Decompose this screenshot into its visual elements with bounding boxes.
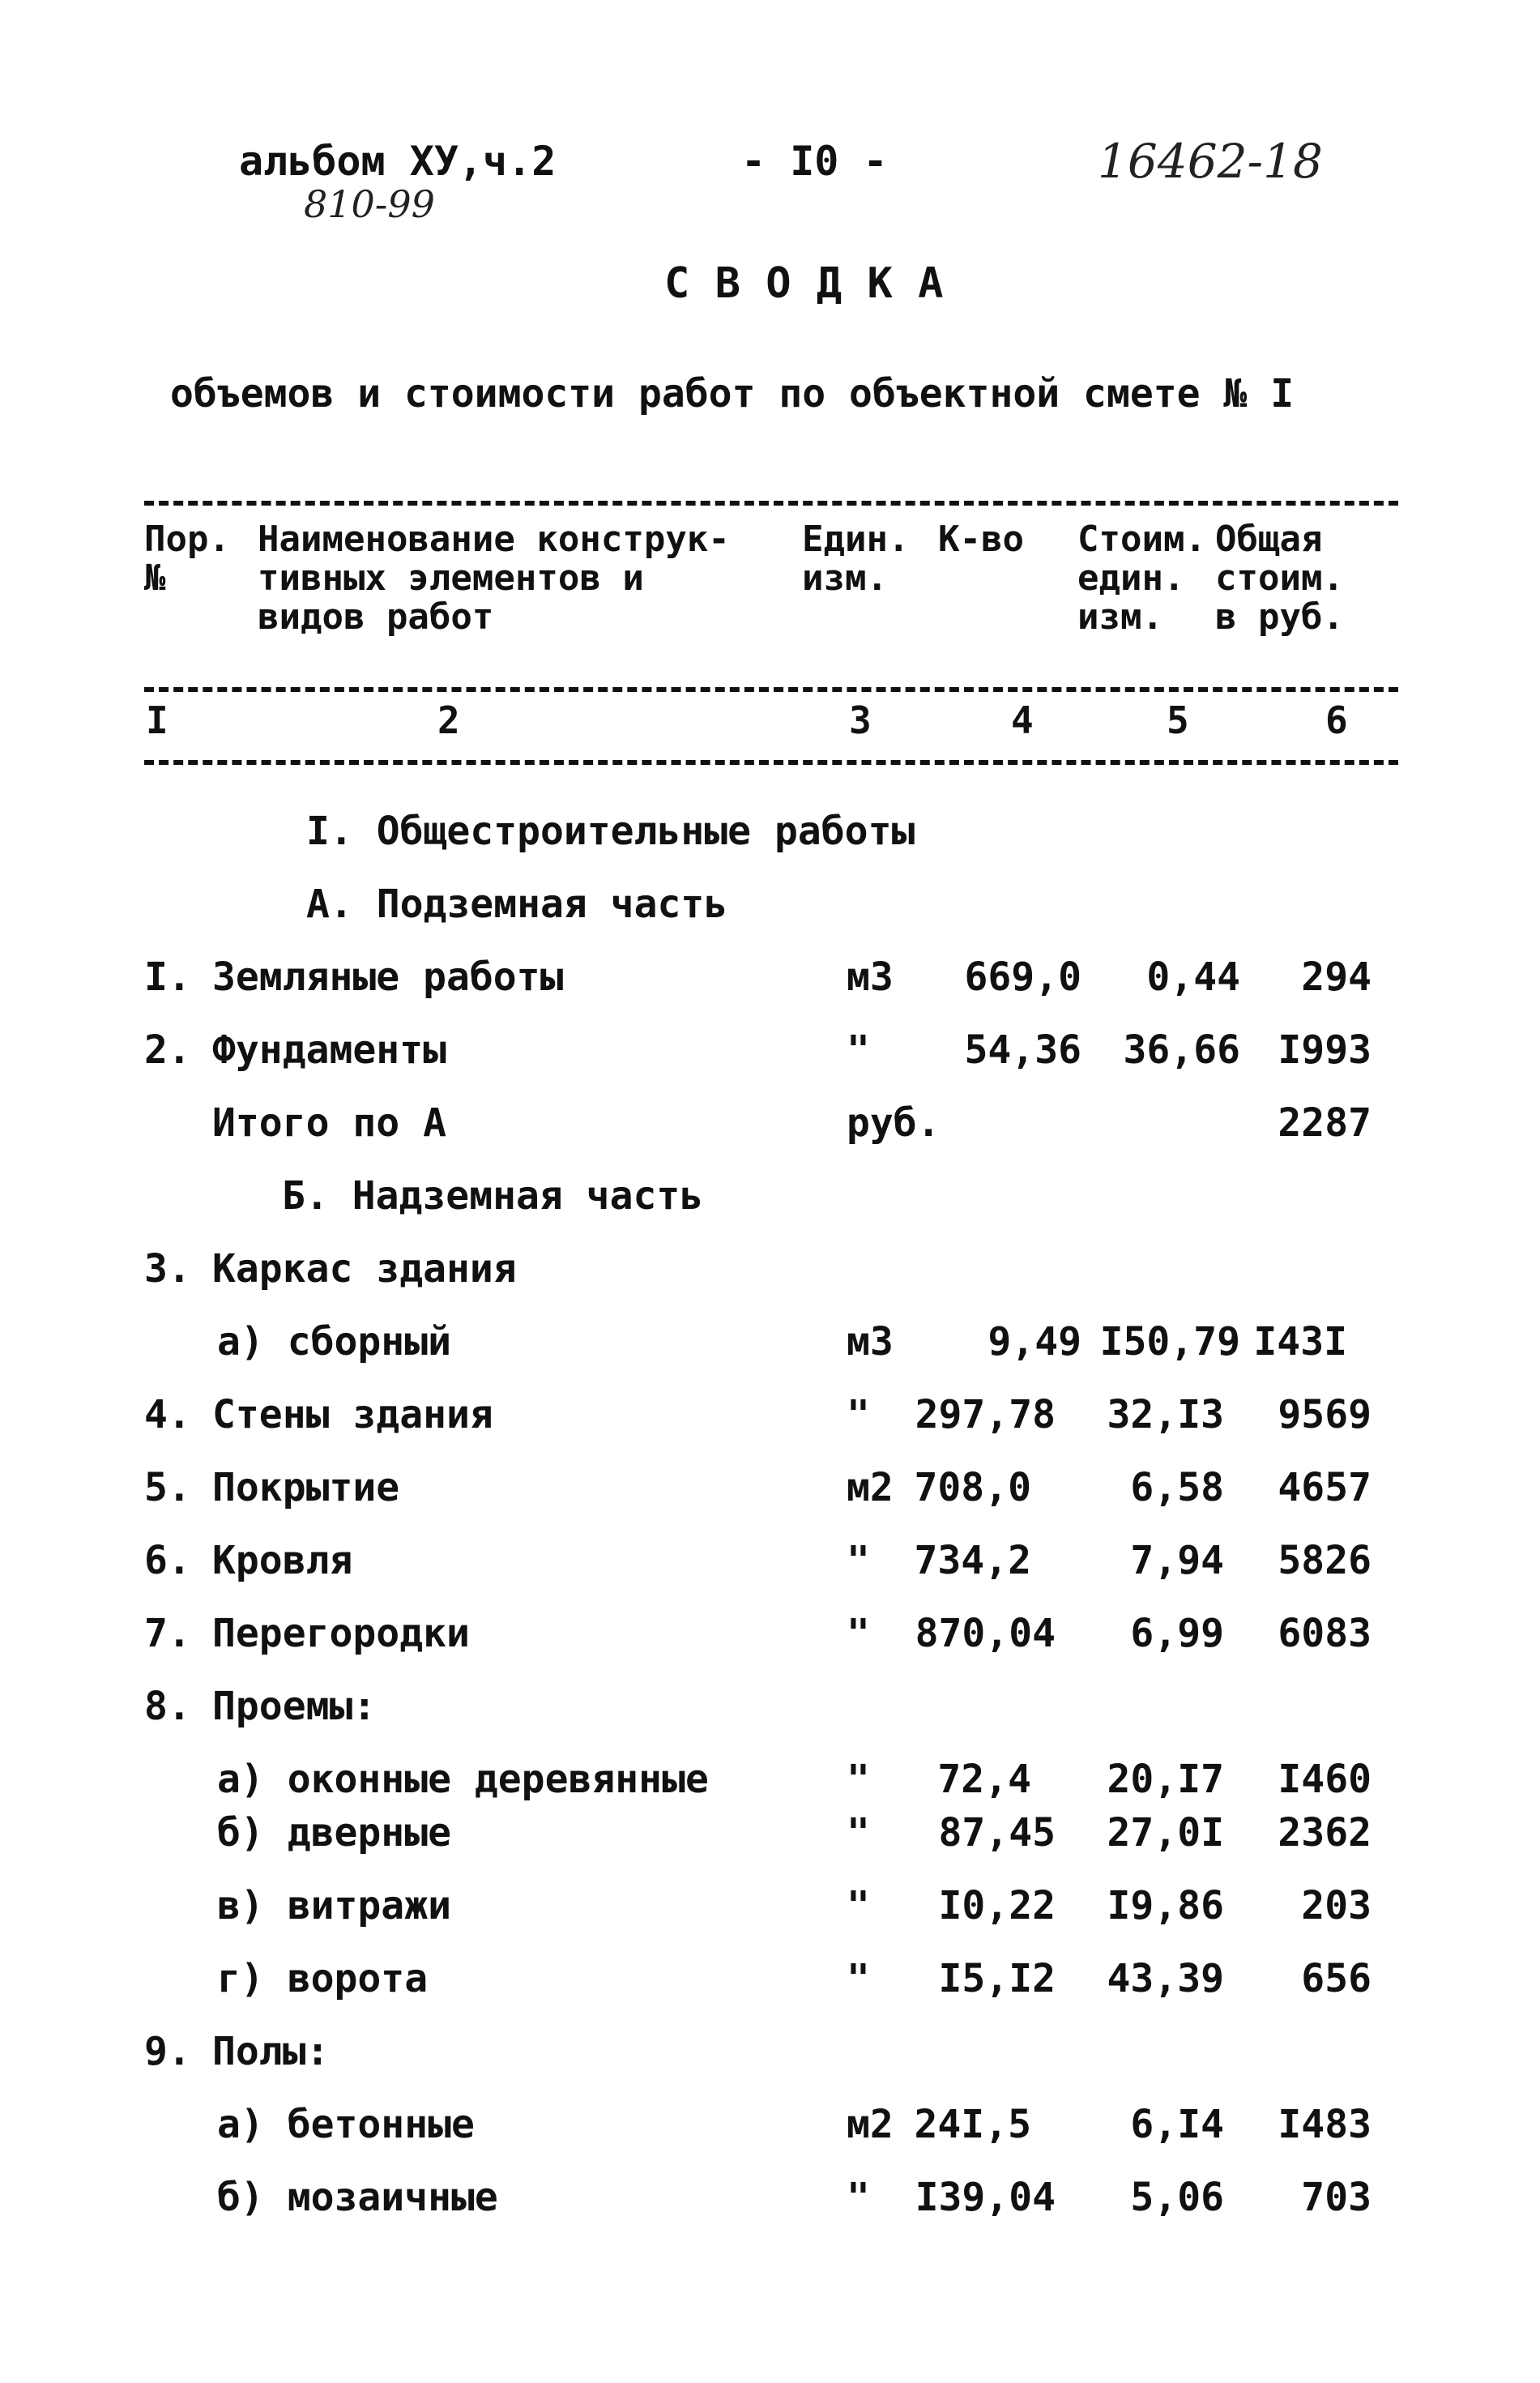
row-qty: 9,49 (988, 1319, 1081, 1364)
row-name: б) дверные (217, 1810, 451, 1856)
row-number: 4. (144, 1392, 191, 1437)
table-row (0, 1757, 1540, 1813)
row-total: 4657 (1278, 1465, 1371, 1510)
row-unit: " (847, 1883, 870, 1928)
row-number: 8. (144, 1684, 191, 1729)
row-unit-price: 27,0I (1107, 1810, 1224, 1856)
row-name: Земляные работы (212, 954, 564, 1000)
row-name: Полы: (212, 2029, 330, 2074)
row-total: I483 (1278, 2102, 1371, 2147)
table-row (0, 2102, 1540, 2159)
row-total: 703 (1301, 2175, 1371, 2220)
handwritten-album-note: 810-99 (304, 182, 435, 226)
row-total: 203 (1301, 1883, 1371, 1928)
row-unit: " (847, 1538, 870, 1583)
row-total: I43I (1253, 1319, 1347, 1364)
table-row (0, 1883, 1540, 1940)
table-row (0, 1173, 1540, 1230)
handwritten-code: 16462-18 (1098, 134, 1323, 189)
row-qty: I0,22 (938, 1883, 1056, 1928)
table-row (0, 1611, 1540, 1668)
subhead-label: Б. Надземная часть (282, 1173, 704, 1219)
table-row (0, 1956, 1540, 2013)
row-unit: " (847, 1810, 870, 1856)
row-name: в) витражи (217, 1883, 451, 1928)
document-title: С В О Д К А (664, 259, 944, 308)
row-qty: 87,45 (938, 1810, 1056, 1856)
row-total: 6083 (1278, 1611, 1371, 1656)
table-row (0, 1810, 1540, 1867)
row-unit: " (847, 1611, 870, 1656)
row-name: Фундаменты (212, 1027, 446, 1073)
row-total: 5826 (1278, 1538, 1371, 1583)
col-header-qty: К-во (938, 519, 1024, 560)
row-unit-price: I9,86 (1107, 1883, 1224, 1928)
row-unit: " (847, 1757, 870, 1802)
row-total: 2287 (1278, 1100, 1371, 1146)
row-unit: " (847, 1956, 870, 2001)
col-number-4: 4 (1011, 698, 1034, 742)
col-header-num: Пор. № (144, 519, 230, 599)
table-header-rule (144, 687, 1398, 692)
col-number-6: 6 (1325, 698, 1348, 742)
row-unit: м3 (847, 954, 894, 1000)
table-row (0, 1538, 1540, 1595)
col-header-unit-price: Стоим. един. изм. (1077, 519, 1206, 638)
row-number: 7. (144, 1611, 191, 1656)
row-unit-price: 32,I3 (1107, 1392, 1224, 1437)
row-unit-price: 36,66 (1123, 1027, 1240, 1073)
row-unit: м2 (847, 1465, 894, 1510)
col-number-1: I (146, 698, 169, 742)
table-row (0, 882, 1540, 938)
row-total: I993 (1278, 1027, 1371, 1073)
row-unit-price: 6,I4 (1130, 2102, 1224, 2147)
col-number-2: 2 (437, 698, 460, 742)
row-unit-price: 20,I7 (1107, 1757, 1224, 1802)
table-numbers-rule (144, 760, 1398, 765)
row-number: 2. (144, 1027, 191, 1073)
row-qty: 734,2 (914, 1538, 1031, 1583)
row-unit: руб. (847, 1100, 941, 1146)
col-header-unit: Един. изм. (802, 519, 910, 599)
row-name: а) оконные деревянные (217, 1757, 709, 1802)
row-total: 294 (1301, 954, 1371, 1000)
table-row (0, 1027, 1540, 1084)
row-name: Стены здания (212, 1392, 493, 1437)
row-unit-price: 6,58 (1130, 1465, 1224, 1510)
row-qty: I5,I2 (938, 1956, 1056, 2001)
row-qty: 669,0 (964, 954, 1081, 1000)
row-name: Итого по А (212, 1100, 446, 1146)
col-header-name: Наименование конструк- тивных элементов и видов работ (258, 519, 730, 638)
row-number: 5. (144, 1465, 191, 1510)
row-qty: 297,78 (915, 1392, 1056, 1437)
row-name: Каркас здания (212, 1246, 517, 1292)
row-number: I. (144, 954, 191, 1000)
row-unit-price: 43,39 (1107, 1956, 1224, 2001)
row-number: 9. (144, 2029, 191, 2074)
table-row (0, 1246, 1540, 1303)
row-name: а) бетонные (217, 2102, 475, 2147)
table-row (0, 2175, 1540, 2231)
table-row (0, 1684, 1540, 1740)
row-unit-price: 0,44 (1146, 954, 1240, 1000)
row-qty: 870,04 (915, 1611, 1056, 1656)
row-unit: м3 (847, 1319, 894, 1364)
section-title: I. Общестроительные работы (306, 809, 915, 854)
row-qty: 708,0 (914, 1465, 1031, 1510)
table-row (0, 2029, 1540, 2086)
row-number: 3. (144, 1246, 191, 1292)
subhead-label: А. Подземная часть (306, 882, 728, 927)
col-number-5: 5 (1167, 698, 1189, 742)
row-qty: I39,04 (915, 2175, 1056, 2220)
table-row (0, 1392, 1540, 1449)
table-row (0, 1319, 1540, 1376)
row-name: Перегородки (212, 1611, 470, 1656)
table-top-rule (144, 501, 1398, 506)
row-number: 6. (144, 1538, 191, 1583)
row-name: Кровля (212, 1538, 353, 1583)
row-qty: 24I,5 (914, 2102, 1031, 2147)
row-name: б) мозаичные (217, 2175, 498, 2220)
col-number-3: 3 (849, 698, 872, 742)
col-header-total: Общая стоим. в руб. (1215, 519, 1344, 638)
row-name: а) сборный (217, 1319, 451, 1364)
row-unit-price: 5,06 (1130, 2175, 1224, 2220)
table-row (0, 1465, 1540, 1522)
row-name: Проемы: (212, 1684, 377, 1729)
row-unit: " (847, 1027, 870, 1073)
table-row (0, 954, 1540, 1011)
row-total: 2362 (1278, 1810, 1371, 1856)
page-number: - I0 - (741, 138, 888, 185)
row-unit: " (847, 1392, 870, 1437)
row-name: Покрытие (212, 1465, 400, 1510)
row-qty: 54,36 (964, 1027, 1081, 1073)
row-name: г) ворота (217, 1956, 429, 2001)
row-total: 9569 (1278, 1392, 1371, 1437)
row-unit: " (847, 2175, 870, 2220)
table-row (0, 1100, 1540, 1157)
row-qty: 72,4 (937, 1757, 1031, 1802)
row-unit: м2 (847, 2102, 894, 2147)
album-label: альбом ХУ,ч.2 (239, 138, 557, 185)
document-subtitle: объемов и стоимости работ по объектной смете № I (170, 371, 1295, 416)
row-unit-price: 7,94 (1130, 1538, 1224, 1583)
row-total: 656 (1301, 1956, 1371, 2001)
row-unit-price: 6,99 (1130, 1611, 1224, 1656)
row-total: I460 (1278, 1757, 1371, 1802)
row-unit-price: I50,79 (1099, 1319, 1240, 1364)
